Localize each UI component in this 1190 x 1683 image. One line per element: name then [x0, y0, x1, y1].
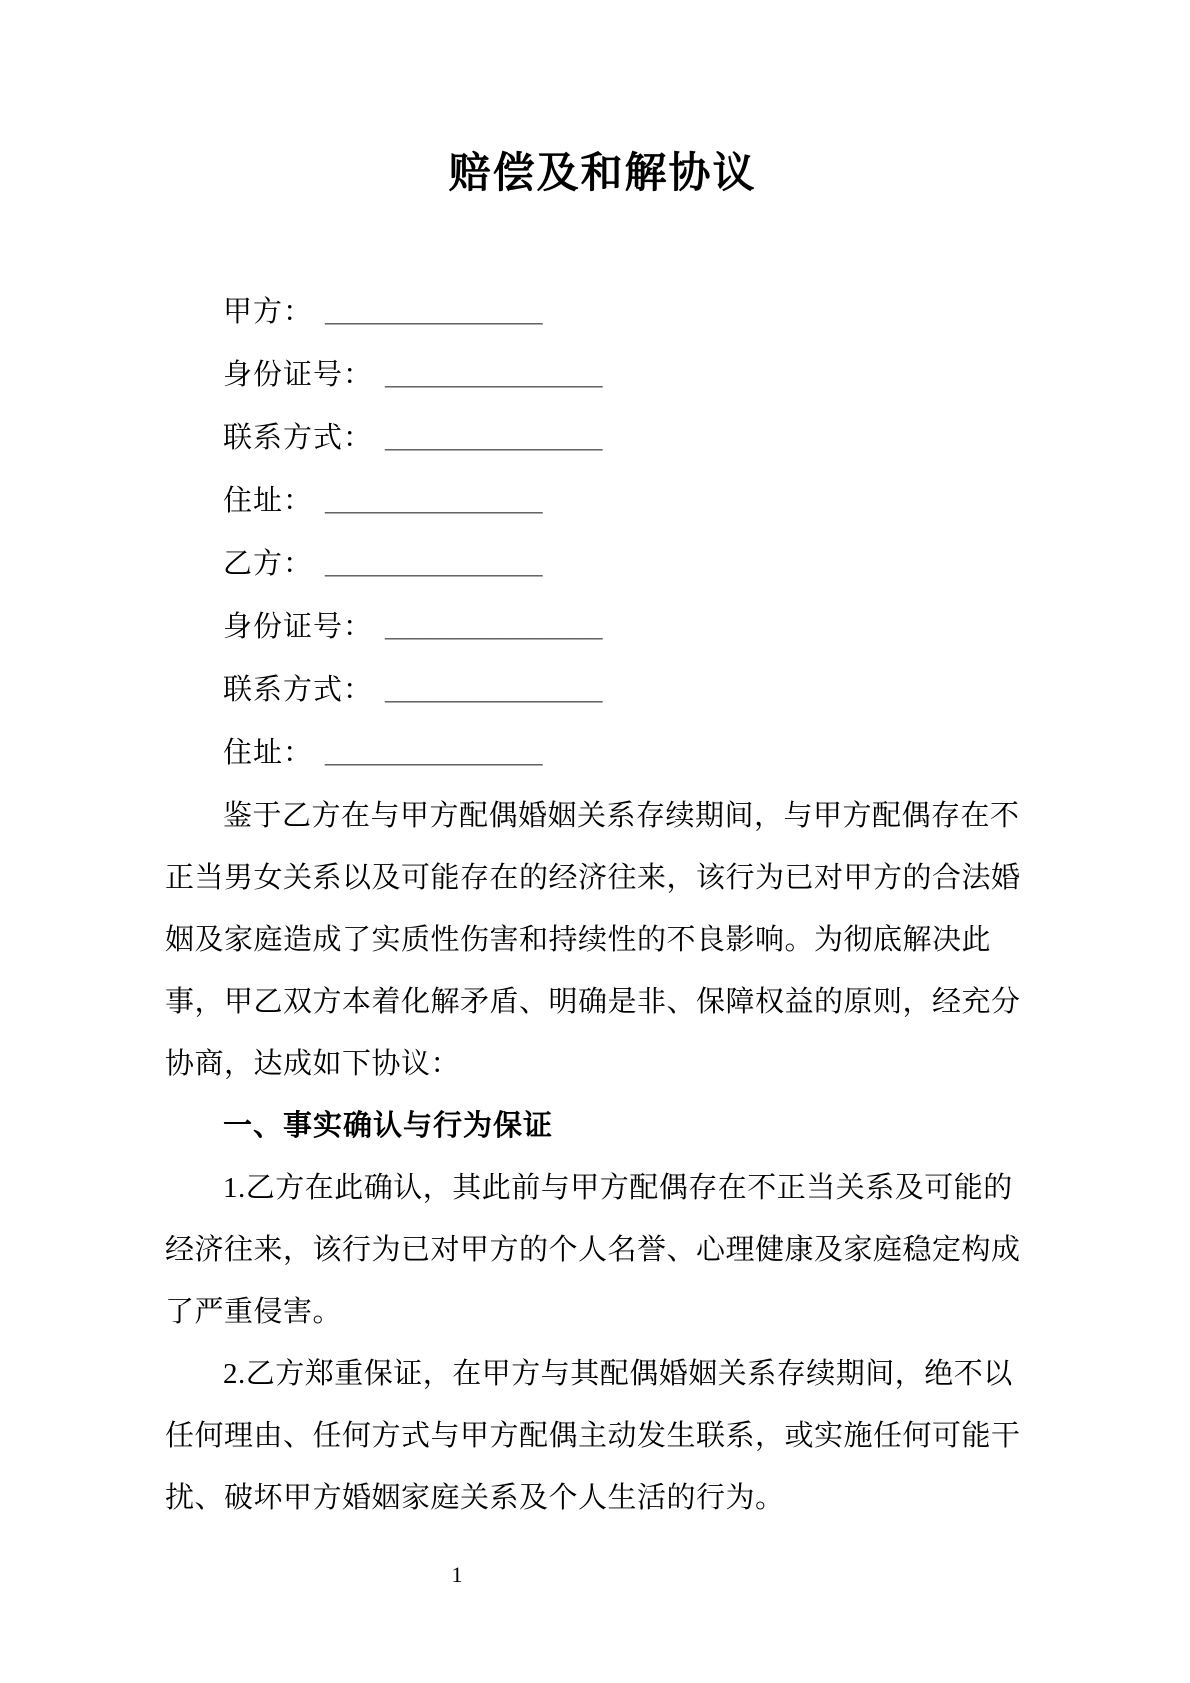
form-row-party-b-contact [223, 659, 1040, 722]
party-b-label: 乙方： [223, 548, 314, 580]
party-b-id-blank-line: _______________ [385, 611, 603, 643]
intro-paragraph: 鉴于乙方在与甲方配偶婚姻关系存续期间，与甲方配偶存在不正当男女关系以及可能存在的经济往来，该行为已对甲方的合法婚姻及家庭造成了实质性伤害和持续性的不良影响。为彻底解决此事，甲乙双方本着化解矛盾、明确是非、保障权益的原则，经充分协商，达成如下协议： [165, 800, 1021, 1080]
party-b-address-blank-line: _______________ [325, 737, 543, 769]
document-title: 赔偿及和解协议 [448, 151, 757, 197]
party-a-contact-label: 联系方式： [223, 422, 374, 454]
party-a-label: 甲方： [223, 296, 314, 328]
party-b-blank-line: _______________ [325, 548, 543, 580]
party-a-id-label: 身份证号： [223, 359, 374, 391]
party-a-id-blank-line: _______________ [385, 359, 603, 391]
party-a-contact-blank-line: _______________ [385, 422, 603, 454]
form-row-party-a-contact [223, 407, 1040, 470]
form-row-party-a-address [223, 470, 1040, 533]
page-number: 1 [451, 1562, 463, 1587]
form-row-party-a [223, 281, 1040, 344]
party-a-blank-line: _______________ [325, 296, 543, 328]
form-row-party-b [223, 533, 1040, 596]
clause-1: 1.乙方在此确认，其此前与甲方配偶存在不正当关系及可能的经济往来，该行为已对甲方的个人名誉、心理健康及家庭稳定构成了严重侵害。 [165, 1172, 1021, 1328]
party-a-address-label: 住址： [223, 485, 314, 517]
party-b-contact-label: 联系方式： [223, 674, 374, 706]
form-row-party-b-address [223, 722, 1040, 785]
party-a-address-blank-line: _______________ [325, 485, 543, 517]
party-info-form [165, 281, 1040, 785]
party-b-address-label: 住址： [223, 737, 314, 769]
party-b-contact-blank-line: _______________ [385, 674, 603, 706]
form-row-party-b-id [223, 596, 1040, 659]
clause-2: 2.乙方郑重保证，在甲方与其配偶婚姻关系存续期间，绝不以任何理由、任何方式与甲方配偶主动发生联系，或实施任何可能干扰、破坏甲方婚姻家庭关系及个人生活的行为。 [165, 1358, 1021, 1514]
party-b-id-label: 身份证号： [223, 611, 374, 643]
form-row-party-a-id [223, 344, 1040, 407]
section-1-heading: 一、事实确认与行为保证 [223, 1110, 554, 1142]
